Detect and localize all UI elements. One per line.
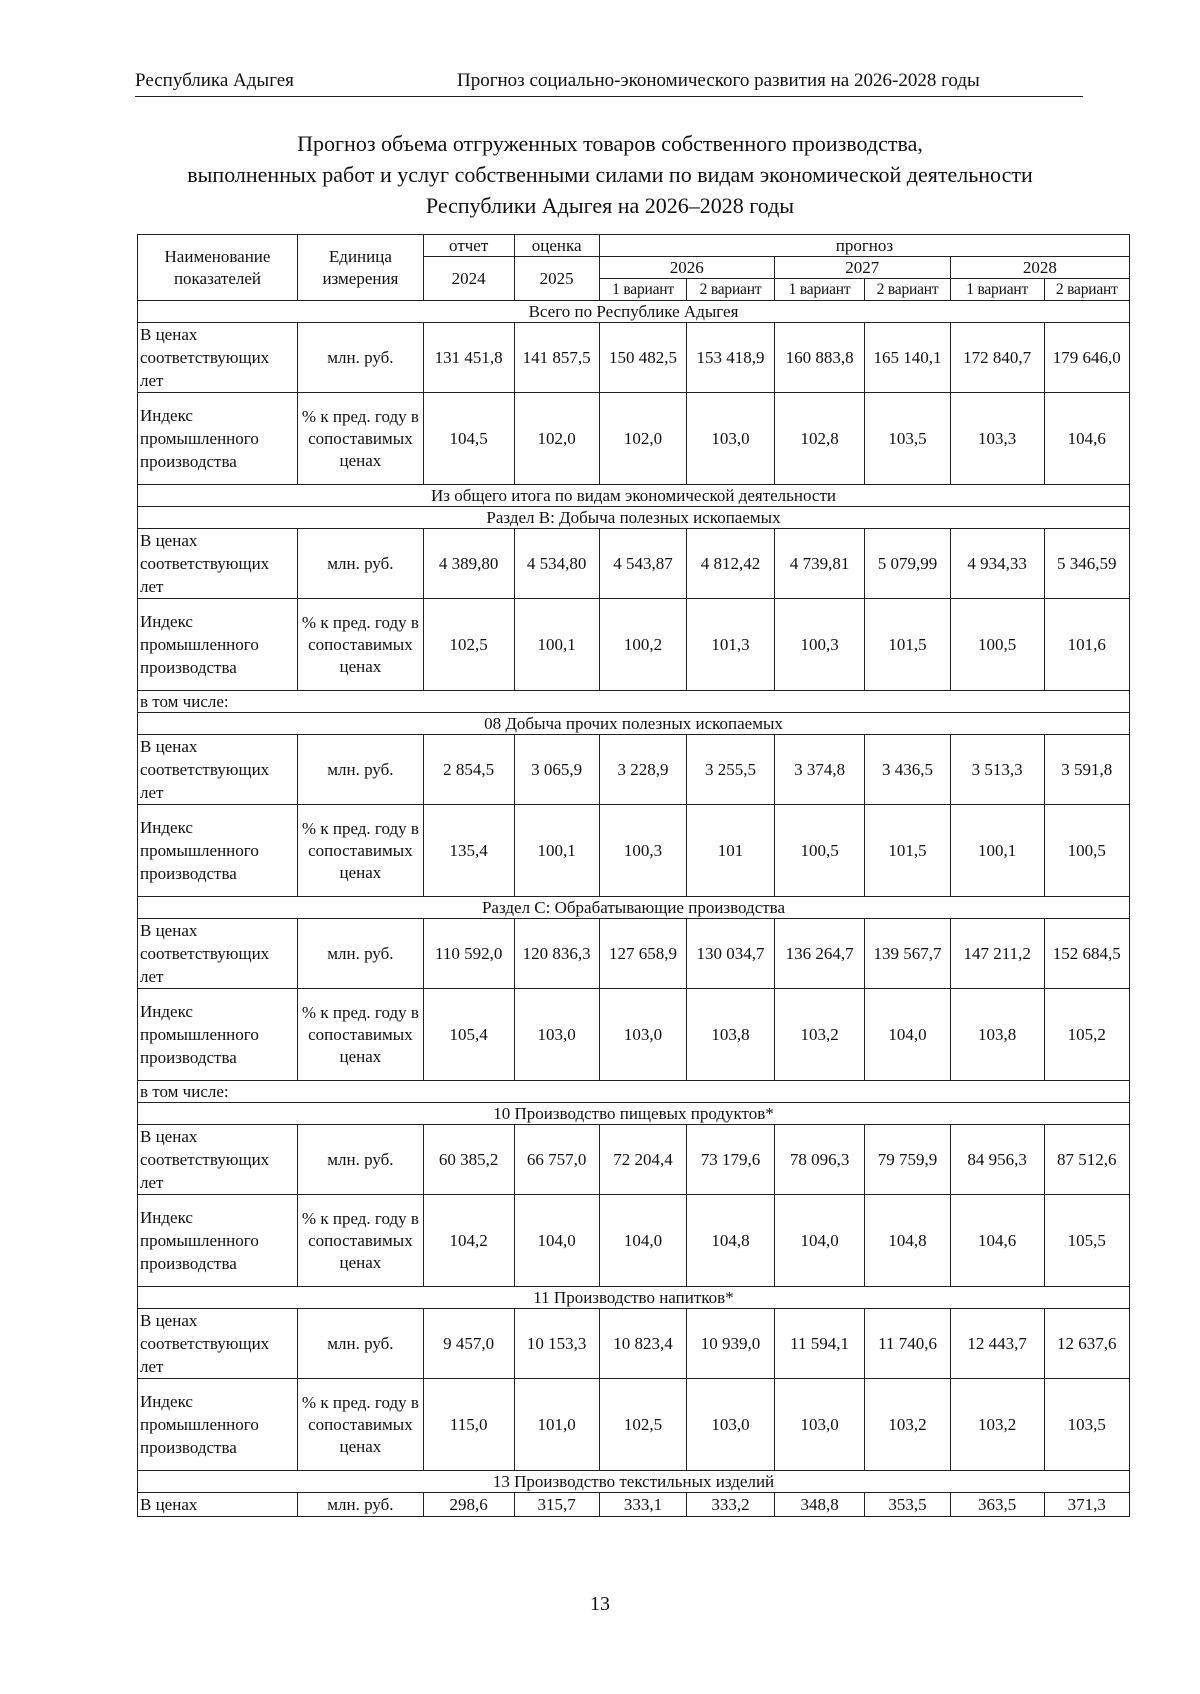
table-cell: 104,0 — [514, 1195, 599, 1287]
row-label-index: Индекс промышленного производства — [138, 805, 298, 897]
section-title-row — [138, 1103, 1130, 1125]
header-region: Республика Адыгея — [135, 70, 294, 91]
table-row — [138, 1125, 1130, 1195]
section-title-total: Всего по Республике Адыгея — [138, 301, 1130, 323]
table-cell: 100,5 — [950, 599, 1044, 691]
table-cell: 363,5 — [950, 1493, 1044, 1517]
row-label-prices: В ценах соответствующих лет — [138, 735, 298, 805]
table-cell: 103,5 — [865, 393, 950, 485]
table-cell: 110 592,0 — [423, 919, 514, 989]
document-title — [130, 128, 1090, 221]
table-cell: 78 096,3 — [774, 1125, 865, 1195]
table-cell: 66 757,0 — [514, 1125, 599, 1195]
table-cell: 101,5 — [865, 805, 950, 897]
header-year-2028: 2028 — [950, 257, 1129, 279]
table-cell: 79 759,9 — [865, 1125, 950, 1195]
table-cell: 3 436,5 — [865, 735, 950, 805]
table-cell: 101,6 — [1044, 599, 1129, 691]
table-cell: 4 543,87 — [599, 529, 686, 599]
title-line-3: Республики Адыгея на 2026–2028 годы — [425, 193, 795, 218]
table-cell: 136 264,7 — [774, 919, 865, 989]
table-cell: 102,0 — [514, 393, 599, 485]
table-cell: 100,1 — [514, 599, 599, 691]
row-unit: % к пред. году в сопоставимых ценах — [297, 989, 423, 1081]
title-line-1: Прогноз объема отгруженных товаров собственного производства, — [297, 131, 923, 156]
table-row — [138, 1493, 1130, 1517]
table-cell: 127 658,9 — [599, 919, 686, 989]
table-cell: 4 739,81 — [774, 529, 865, 599]
table-cell: 11 740,6 — [865, 1309, 950, 1379]
table-cell: 101,5 — [865, 599, 950, 691]
page-number: 13 — [590, 1593, 610, 1615]
table-cell: 371,3 — [1044, 1493, 1129, 1517]
table-cell: 60 385,2 — [423, 1125, 514, 1195]
table-cell: 103,0 — [599, 989, 686, 1081]
table-cell: 104,8 — [687, 1195, 774, 1287]
table-cell: 3 228,9 — [599, 735, 686, 805]
table-cell: 3 591,8 — [1044, 735, 1129, 805]
table-cell: 130 034,7 — [687, 919, 774, 989]
header-document-title: Прогноз социально-экономического развития на 2026-2028 годы — [457, 70, 980, 91]
row-unit: % к пред. году в сопоставимых ценах — [297, 1195, 423, 1287]
row-label-prices: В ценах соответствующих лет — [138, 1125, 298, 1195]
table-cell: 103,8 — [950, 989, 1044, 1081]
table-cell: 9 457,0 — [423, 1309, 514, 1379]
table-row — [138, 393, 1130, 485]
table-row — [138, 1379, 1130, 1471]
row-label-prices: В ценах соответствующих лет — [138, 919, 298, 989]
header-year-2027: 2027 — [774, 257, 950, 279]
table-cell: 298,6 — [423, 1493, 514, 1517]
table-cell: 5 346,59 — [1044, 529, 1129, 599]
table-row — [138, 735, 1130, 805]
table-cell: 147 211,2 — [950, 919, 1044, 989]
header-variant-2: 2 вариант — [687, 279, 774, 301]
table-cell: 104,0 — [774, 1195, 865, 1287]
table-row — [138, 805, 1130, 897]
table-cell: 103,2 — [950, 1379, 1044, 1471]
row-unit: % к пред. году в сопоставимых ценах — [297, 805, 423, 897]
row-label-index: Индекс промышленного производства — [138, 599, 298, 691]
table-cell: 100,1 — [950, 805, 1044, 897]
header-variant-1: 1 вариант — [774, 279, 865, 301]
forecast-table — [137, 234, 1130, 1517]
row-unit: % к пред. году в сопоставимых ценах — [297, 393, 423, 485]
table-cell: 5 079,99 — [865, 529, 950, 599]
table-cell: 152 684,5 — [1044, 919, 1129, 989]
section-title-row — [138, 1471, 1130, 1493]
table-cell: 103,5 — [1044, 1379, 1129, 1471]
including-label: в том числе: — [138, 1081, 1130, 1103]
table-cell: 104,2 — [423, 1195, 514, 1287]
section-title-13: 13 Производство текстильных изделий — [138, 1471, 1130, 1493]
table-cell: 102,8 — [774, 393, 865, 485]
table-cell: 2 854,5 — [423, 735, 514, 805]
header-variant-2: 2 вариант — [1044, 279, 1129, 301]
table-row — [138, 1195, 1130, 1287]
row-unit: млн. руб. — [297, 323, 423, 393]
table-cell: 12 637,6 — [1044, 1309, 1129, 1379]
table-cell: 179 646,0 — [1044, 323, 1129, 393]
table-cell: 104,0 — [599, 1195, 686, 1287]
table-cell: 115,0 — [423, 1379, 514, 1471]
header-unit: Единица измерения — [297, 235, 423, 301]
table-cell: 100,3 — [599, 805, 686, 897]
table-cell: 172 840,7 — [950, 323, 1044, 393]
table-cell: 139 567,7 — [865, 919, 950, 989]
row-unit: % к пред. году в сопоставимых ценах — [297, 599, 423, 691]
table-cell: 131 451,8 — [423, 323, 514, 393]
table-cell: 120 836,3 — [514, 919, 599, 989]
table-cell: 12 443,7 — [950, 1309, 1044, 1379]
table-cell: 10 823,4 — [599, 1309, 686, 1379]
page-header — [135, 68, 1083, 97]
table-cell: 315,7 — [514, 1493, 599, 1517]
table-cell: 105,2 — [1044, 989, 1129, 1081]
section-title-c: Раздел C: Обрабатывающие производства — [138, 897, 1130, 919]
table-cell: 353,5 — [865, 1493, 950, 1517]
header-indicator-name: Наименование показателей — [138, 235, 298, 301]
table-cell: 135,4 — [423, 805, 514, 897]
table-cell: 160 883,8 — [774, 323, 865, 393]
header-year-2026: 2026 — [599, 257, 774, 279]
table-cell: 3 255,5 — [687, 735, 774, 805]
table-row — [138, 1309, 1130, 1379]
header-year-2024: 2024 — [423, 257, 514, 301]
section-title-11: 11 Производство напитков* — [138, 1287, 1130, 1309]
table-cell: 101 — [687, 805, 774, 897]
table-cell: 348,8 — [774, 1493, 865, 1517]
table-cell: 72 204,4 — [599, 1125, 686, 1195]
section-title-row — [138, 301, 1130, 323]
table-cell: 102,0 — [599, 393, 686, 485]
table-cell: 103,2 — [774, 989, 865, 1081]
header-variant-2: 2 вариант — [865, 279, 950, 301]
row-label-prices: В ценах — [138, 1493, 298, 1517]
section-title-breakdown: Из общего итога по видам экономической деятельности — [138, 485, 1130, 507]
subheading-row — [138, 691, 1130, 713]
table-cell: 103,3 — [950, 393, 1044, 485]
table-cell: 10 939,0 — [687, 1309, 774, 1379]
section-title-row — [138, 485, 1130, 507]
section-title-b: Раздел B: Добыча полезных ископаемых — [138, 507, 1130, 529]
table-cell: 104,0 — [865, 989, 950, 1081]
table-cell: 104,8 — [865, 1195, 950, 1287]
header-row-1 — [138, 235, 1130, 257]
row-unit: % к пред. году в сопоставимых ценах — [297, 1379, 423, 1471]
table-cell: 73 179,6 — [687, 1125, 774, 1195]
table-cell: 101,3 — [687, 599, 774, 691]
table-cell: 103,8 — [687, 989, 774, 1081]
table-cell: 100,2 — [599, 599, 686, 691]
header-forecast: прогноз — [599, 235, 1129, 257]
table-cell: 100,5 — [774, 805, 865, 897]
section-title-08: 08 Добыча прочих полезных ископаемых — [138, 713, 1130, 735]
header-report: отчет — [423, 235, 514, 257]
table-cell: 10 153,3 — [514, 1309, 599, 1379]
table-cell: 4 812,42 — [687, 529, 774, 599]
table-cell: 101,0 — [514, 1379, 599, 1471]
table-row — [138, 323, 1130, 393]
table-cell: 3 513,3 — [950, 735, 1044, 805]
table-cell: 3 374,8 — [774, 735, 865, 805]
row-label-index: Индекс промышленного производства — [138, 393, 298, 485]
table-cell: 11 594,1 — [774, 1309, 865, 1379]
table-cell: 104,6 — [950, 1195, 1044, 1287]
table-row — [138, 529, 1130, 599]
table-cell: 150 482,5 — [599, 323, 686, 393]
table-cell: 103,0 — [687, 1379, 774, 1471]
table-cell: 104,5 — [423, 393, 514, 485]
table-row — [138, 919, 1130, 989]
title-line-2: выполненных работ и услуг собственными силами по видам экономической деятельности — [187, 162, 1033, 187]
table-cell: 103,2 — [865, 1379, 950, 1471]
row-label-prices: В ценах соответствующих лет — [138, 1309, 298, 1379]
row-unit: млн. руб. — [297, 919, 423, 989]
table-cell: 100,5 — [1044, 805, 1129, 897]
row-label-index: Индекс промышленного производства — [138, 1195, 298, 1287]
section-title-row — [138, 507, 1130, 529]
row-unit: млн. руб. — [297, 735, 423, 805]
table-cell: 105,5 — [1044, 1195, 1129, 1287]
table-cell: 165 140,1 — [865, 323, 950, 393]
table-row — [138, 599, 1130, 691]
table-cell: 102,5 — [423, 599, 514, 691]
table-cell: 105,4 — [423, 989, 514, 1081]
table-cell: 103,0 — [687, 393, 774, 485]
section-title-row — [138, 1287, 1130, 1309]
row-label-prices: В ценах соответствующих лет — [138, 323, 298, 393]
subheading-row — [138, 1081, 1130, 1103]
table-row — [138, 989, 1130, 1081]
table-cell: 100,1 — [514, 805, 599, 897]
table-cell: 102,5 — [599, 1379, 686, 1471]
row-unit: млн. руб. — [297, 529, 423, 599]
section-title-10: 10 Производство пищевых продуктов* — [138, 1103, 1130, 1125]
table-cell: 84 956,3 — [950, 1125, 1044, 1195]
table-cell: 103,0 — [514, 989, 599, 1081]
table-cell: 104,6 — [1044, 393, 1129, 485]
section-title-row — [138, 897, 1130, 919]
table-cell: 3 065,9 — [514, 735, 599, 805]
header-estimate: оценка — [514, 235, 599, 257]
table-cell: 333,2 — [687, 1493, 774, 1517]
table-cell: 333,1 — [599, 1493, 686, 1517]
table-cell: 153 418,9 — [687, 323, 774, 393]
header-variant-1: 1 вариант — [599, 279, 686, 301]
header-variant-1: 1 вариант — [950, 279, 1044, 301]
row-label-index: Индекс промышленного производства — [138, 989, 298, 1081]
table-cell: 4 389,80 — [423, 529, 514, 599]
row-label-prices: В ценах соответствующих лет — [138, 529, 298, 599]
table-cell: 87 512,6 — [1044, 1125, 1129, 1195]
table-cell: 100,3 — [774, 599, 865, 691]
section-title-row — [138, 713, 1130, 735]
table-cell: 4 934,33 — [950, 529, 1044, 599]
row-unit: млн. руб. — [297, 1125, 423, 1195]
row-unit: млн. руб. — [297, 1309, 423, 1379]
table-cell: 103,0 — [774, 1379, 865, 1471]
table-cell: 141 857,5 — [514, 323, 599, 393]
including-label: в том числе: — [138, 691, 1130, 713]
header-year-2025: 2025 — [514, 257, 599, 301]
row-label-index: Индекс промышленного производства — [138, 1379, 298, 1471]
row-unit: млн. руб. — [297, 1493, 423, 1517]
table-cell: 4 534,80 — [514, 529, 599, 599]
